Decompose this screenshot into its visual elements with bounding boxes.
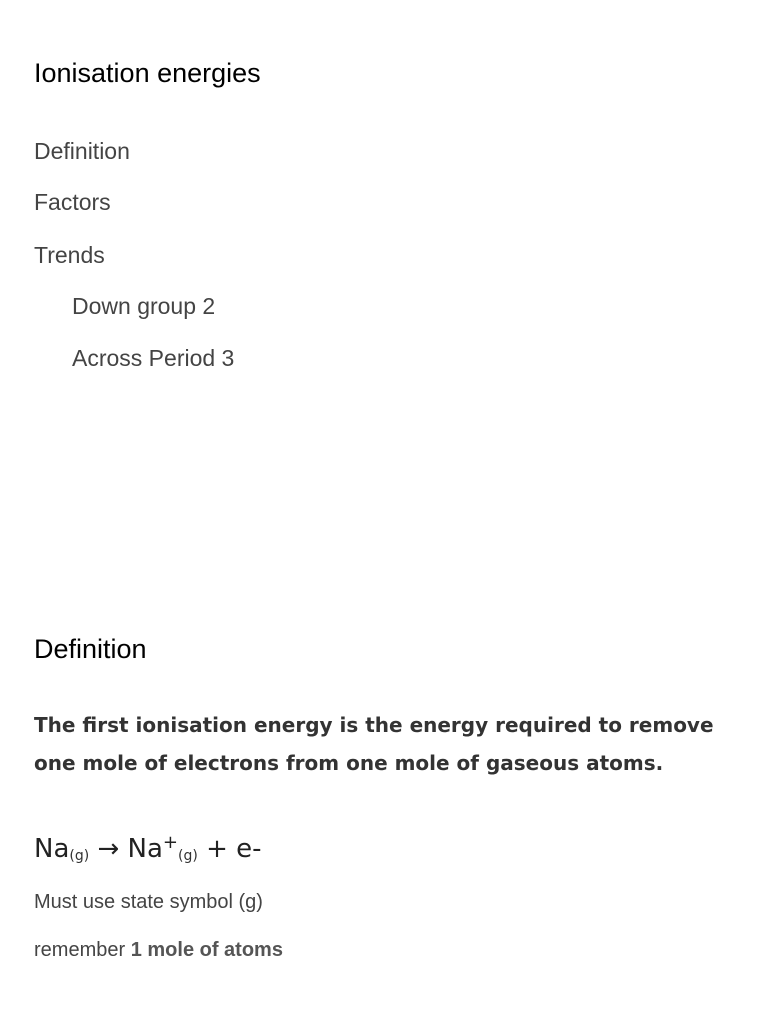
equation-product-state: (g)	[178, 848, 198, 864]
toc-link-down-group-2[interactable]: Down group 2	[72, 293, 216, 319]
equation-plus: +	[206, 834, 228, 864]
equation-product: Na	[127, 834, 163, 864]
definition-text: The first ionisation energy is the energy required to remove one mole of electrons from one mole of gaseous atoms.	[34, 713, 714, 775]
toc-link-trends[interactable]: Trends	[34, 242, 105, 268]
equation-arrow: →	[97, 834, 120, 864]
toc-link-factors[interactable]: Factors	[34, 189, 111, 215]
remember-note-prefix: remember	[34, 939, 126, 961]
equation-reactant: Na	[34, 834, 70, 864]
state-symbol-note: Must use state symbol (g)	[34, 891, 263, 913]
equation-product-charge: +	[162, 832, 179, 853]
toc-link-across-period-3[interactable]: Across Period 3	[72, 345, 235, 371]
equation-reactant-state: (g)	[69, 848, 90, 864]
toc-link-definition[interactable]: Definition	[34, 138, 130, 164]
remember-note	[34, 939, 283, 962]
page-title: Ionisation energies	[34, 58, 261, 88]
ionisation-equation	[34, 832, 262, 864]
remember-note-emphasis: 1 mole of atoms	[130, 939, 283, 961]
section-heading-definition: Definition	[34, 634, 147, 664]
equation-electron: e-	[236, 834, 262, 864]
